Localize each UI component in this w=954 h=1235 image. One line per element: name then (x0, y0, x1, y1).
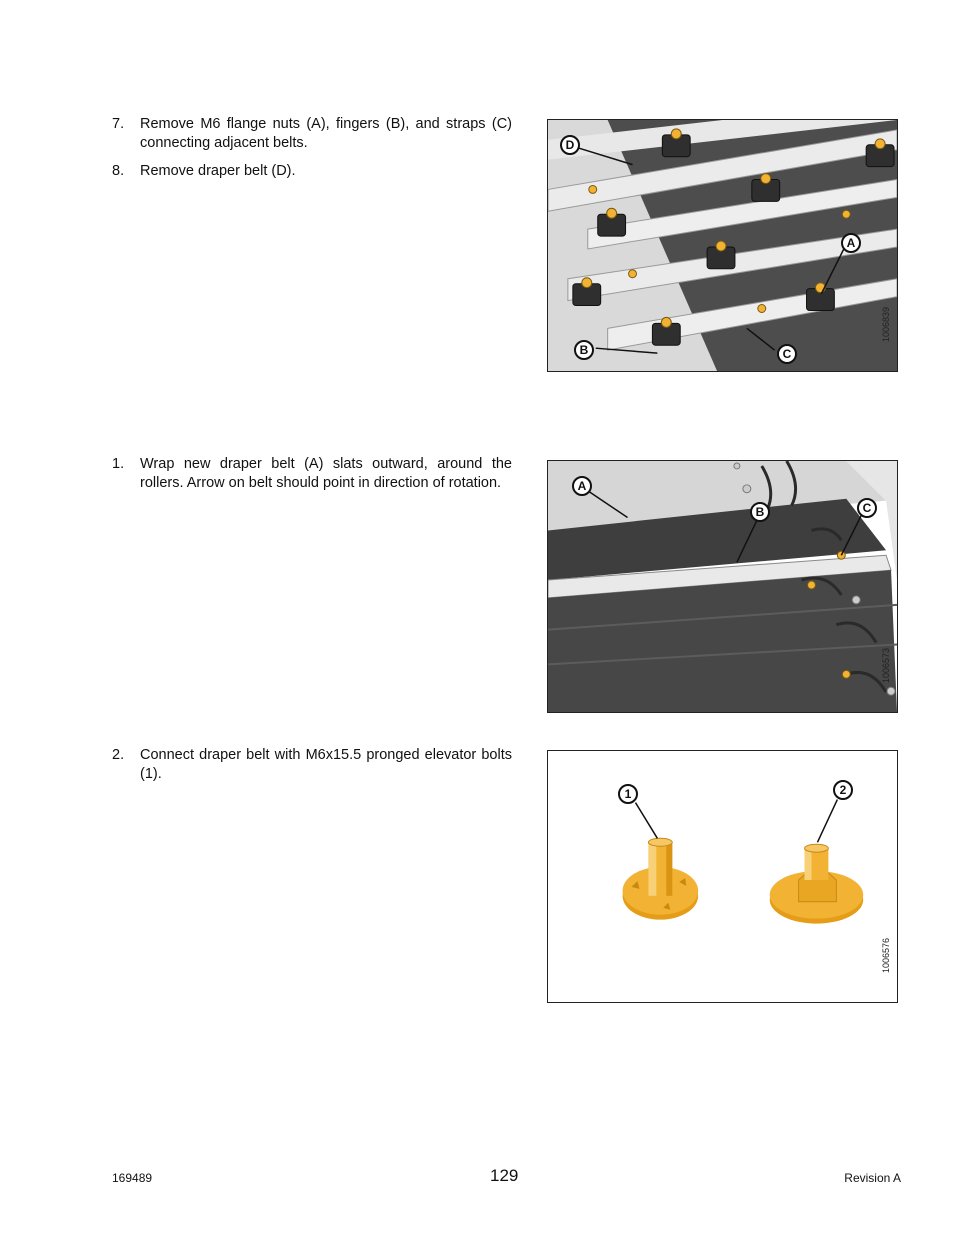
step-number: 8. (112, 163, 125, 179)
callout-b: B (750, 502, 770, 522)
callout-2: 2 (833, 780, 853, 800)
figure-remove-belt (547, 119, 898, 372)
step-text: Remove M6 flange nuts (A), fingers (B), and straps (C) connecting adjacent belts. (140, 116, 512, 151)
figure-id: 1006839 (881, 307, 891, 343)
callout-c: C (777, 344, 797, 364)
page-number: 129 (490, 1166, 519, 1185)
step-number: 1. (112, 456, 125, 472)
doc-number: 169489 (112, 1171, 153, 1185)
step-2 (112, 746, 512, 784)
figure-bolts (547, 750, 898, 1003)
figure-id: 1006573 (881, 648, 891, 684)
step-text: Remove draper belt (D). (140, 163, 296, 179)
callout-a: A (572, 476, 592, 496)
figure-illustration (548, 461, 897, 712)
callout-1: 1 (618, 784, 638, 804)
step-number: 7. (112, 116, 125, 132)
step-7 (112, 115, 512, 153)
step-text: Wrap new draper belt (A) slats outward, around the rollers. Arrow on belt should point in direction of rotation. (140, 456, 512, 491)
step-number: 2. (112, 747, 125, 763)
step-1 (112, 455, 512, 493)
figure-wrap-belt (547, 460, 898, 713)
revision-label: Revision A (844, 1171, 901, 1185)
callout-a: A (841, 233, 861, 253)
callout-d: D (560, 135, 580, 155)
callout-c: C (857, 498, 877, 518)
callout-b: B (574, 340, 594, 360)
step-8 (112, 162, 512, 181)
step-text: Connect draper belt with M6x15.5 pronged elevator bolts (1). (140, 747, 512, 782)
figure-id: 1006576 (881, 938, 891, 974)
